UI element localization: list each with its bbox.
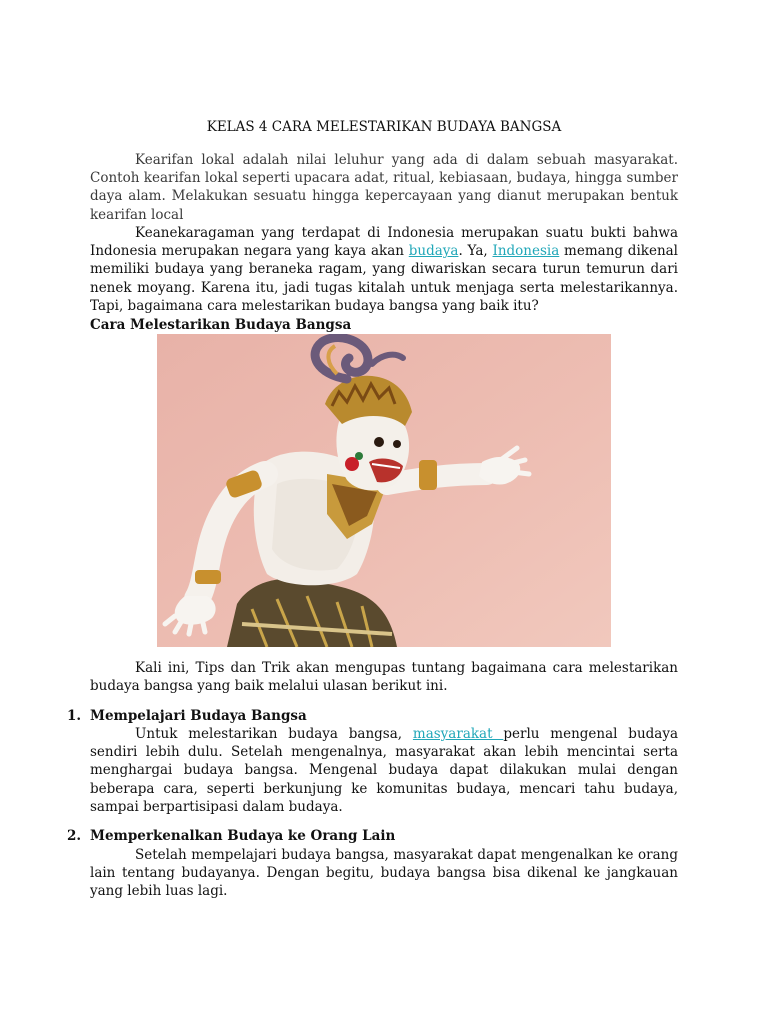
paragraph-text: Kearifan lokal adalah nilai leluhur yang ada di dalam sebuah masyarakat. Contoh kearifan lokal seperti upacara adat, ritual, kebiasaan, budaya, hingga sumber daya alam. Melakukan sesuatu hingga kepercayaan yang dianut merupakan bentuk kearifan local xyxy=(90,152,678,223)
paragraph-text: . Ya, xyxy=(458,243,493,260)
list-number-1: 1. xyxy=(67,708,82,724)
paragraph-keanekaragaman xyxy=(90,224,678,315)
list-item-2-text xyxy=(90,846,678,901)
link-indonesia[interactable]: Indonesia xyxy=(492,243,560,260)
document-title: KELAS 4 CARA MELESTARIKAN BUDAYA BANGSA xyxy=(206,119,562,135)
list-number-2: 2. xyxy=(67,828,82,844)
section-heading: Cara Melestarikan Budaya Bangsa xyxy=(90,317,352,333)
paragraph-text: Setelah mempelajari budaya bangsa, masyarakat dapat mengenalkan ke orang lain tentang budayanya. Dengan begitu, budaya bangsa bisa dikenal ke jangkauan yang lebih luas lagi. xyxy=(90,847,678,900)
link-budaya[interactable]: budaya xyxy=(408,243,459,260)
list-item-1-text xyxy=(90,725,678,816)
link-masyarakat[interactable]: masyarakat xyxy=(412,726,504,742)
paragraph-text: Keanekaragaman yang terdapat di Indonesia merupakan suatu bukti bahwa Indonesia merupakan negara yang kaya akan xyxy=(90,225,678,260)
paragraph-intro-list xyxy=(90,659,678,695)
paragraph-text: Untuk melestarikan budaya bangsa, xyxy=(135,726,413,742)
paragraph-text: perlu mengenal budaya sendiri lebih dulu. Setelah mengenalnya, masyarakat akan lebih mencintai serta menghargai budaya bangsa. Mengenal budaya dapat dilakukan mulai dengan beberapa cara, seperti berkunjung ke komunitas budaya, mencari tahu budaya, sampai berpartisipasi dalam budaya. xyxy=(90,726,679,815)
paragraph-kearifan-lokal xyxy=(90,151,678,224)
paragraph-text: memang dikenal memiliki budaya yang beraneka ragam, yang diwariskan secara turun temurun dari nenek moyang. Karena itu, jadi tugas kitalah untuk menjaga serta melestarikannya. Tapi, bagaimana cara melestarikan budaya bangsa yang baik itu? xyxy=(90,243,678,314)
list-heading-2: Memperkenalkan Budaya ke Orang Lain xyxy=(90,828,396,844)
hanoman-dancer-image xyxy=(157,334,611,647)
dancer-illustration xyxy=(157,334,611,647)
paragraph-text: Kali ini, Tips dan Trik akan mengupas tuntang bagaimana cara melestarikan budaya bangsa yang baik melalui ulasan berikut ini. xyxy=(90,660,678,695)
list-heading-1: Mempelajari Budaya Bangsa xyxy=(90,708,307,724)
